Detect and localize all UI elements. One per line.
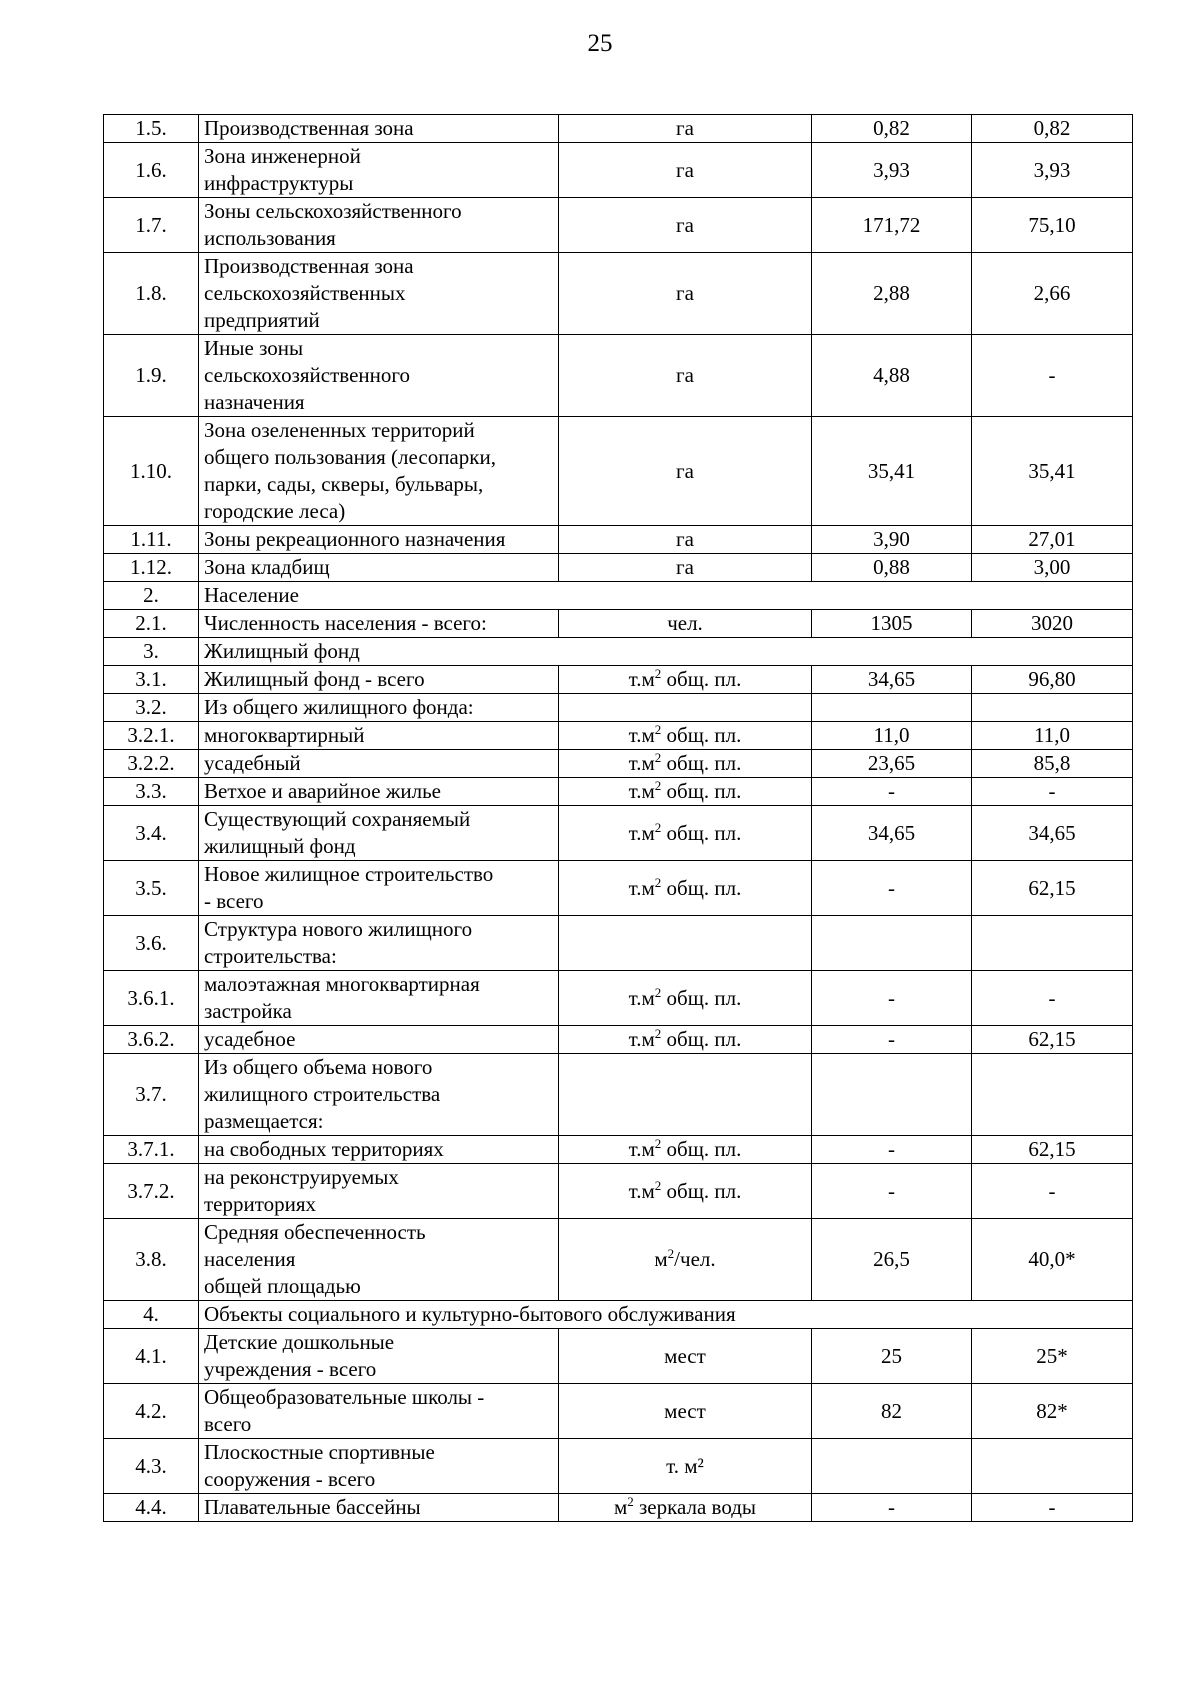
unit: [559, 722, 812, 750]
unit-exponent: 2: [654, 666, 662, 681]
row-number: 3.6.1.: [104, 971, 199, 1026]
unit-suffix: общ. пл.: [661, 1027, 742, 1051]
indicator-name-line: Иные зоны: [204, 336, 304, 360]
indicator-name-line: общей площадью: [204, 1274, 361, 1298]
table-row: [104, 750, 1133, 778]
row-number: 3.1.: [104, 666, 199, 694]
value-projected: 96,80: [972, 666, 1133, 694]
value-projected: -: [972, 335, 1133, 417]
value-existing: [812, 916, 972, 971]
indicator-name-line: Детские дошкольные: [204, 1330, 395, 1354]
table-row: [104, 554, 1133, 582]
unit-suffix: общ. пл.: [661, 1137, 742, 1161]
indicator-name-line: многоквартирный: [204, 723, 365, 747]
unit: [559, 1054, 812, 1136]
indicator-name-line: малоэтажная многоквартирная: [204, 972, 480, 996]
unit-suffix: общ. пл.: [661, 820, 742, 845]
value-existing: [812, 1054, 972, 1136]
value-projected: 82*: [972, 1384, 1133, 1439]
unit-suffix: общ. пл.: [661, 723, 742, 747]
row-number: 3.4.: [104, 806, 199, 861]
indicator-name-line: Существующий сохраняемый: [204, 807, 471, 831]
row-number: 1.7.: [104, 198, 199, 253]
unit: [559, 916, 812, 971]
row-number: 3.2.2.: [104, 750, 199, 778]
indicator-name-line: Производственная зона: [204, 254, 414, 278]
unit-suffix: зеркала воды: [633, 1495, 757, 1519]
unit-base: т.м: [628, 779, 655, 803]
value-projected: 62,15: [972, 1026, 1133, 1054]
unit: [559, 778, 812, 806]
unit: га: [559, 253, 812, 335]
indicator-name-line: Структура нового жилищного: [204, 917, 473, 941]
indicator-name: [199, 1329, 559, 1384]
indicator-name: [199, 1494, 559, 1522]
indicator-name-line: сооружения - всего: [204, 1467, 376, 1491]
row-number: 4.4.: [104, 1494, 199, 1522]
indicator-name: [199, 1219, 559, 1301]
value-existing: 11,0: [812, 722, 972, 750]
value-existing: [812, 694, 972, 722]
indicator-name: [199, 115, 559, 143]
table-body: [104, 115, 1133, 1522]
value-existing: 2,88: [812, 253, 972, 335]
indicator-name: [199, 253, 559, 335]
section-title: Объекты социального и культурно-бытового обслуживания: [199, 1301, 1133, 1329]
unit: мест: [559, 1329, 812, 1384]
table-row: [104, 1164, 1133, 1219]
indicator-name: [199, 778, 559, 806]
section-row: [104, 1301, 1133, 1329]
unit: мест: [559, 1384, 812, 1439]
unit-base: т.м: [628, 820, 655, 845]
row-number: 2.: [104, 582, 199, 610]
value-projected: [972, 694, 1133, 722]
section-title: Жилищный фонд: [199, 638, 1133, 666]
unit-suffix: общ. пл.: [661, 667, 742, 691]
indicator-name-line: Из общего объема нового: [204, 1055, 433, 1079]
row-number: 4.3.: [104, 1439, 199, 1494]
table-row: [104, 1219, 1133, 1301]
unit-base: т.м: [628, 1178, 655, 1203]
unit-base: т.м: [628, 985, 655, 1010]
table-row: [104, 1026, 1133, 1054]
value-existing: 23,65: [812, 750, 972, 778]
unit-exponent: 2: [627, 1494, 634, 1509]
value-projected: 3,93: [972, 143, 1133, 198]
value-existing: 3,90: [812, 526, 972, 554]
unit: [559, 861, 812, 916]
table-row: [104, 971, 1133, 1026]
row-number: 1.5.: [104, 115, 199, 143]
value-projected: 25*: [972, 1329, 1133, 1384]
indicator-name: [199, 1384, 559, 1439]
indicator-name-line: Плоскостные спортивные: [204, 1440, 435, 1464]
table-row: [104, 417, 1133, 526]
unit: га: [559, 198, 812, 253]
indicator-name-line: жилищного строительства: [204, 1082, 441, 1106]
unit: га: [559, 417, 812, 526]
table-row: [104, 666, 1133, 694]
unit-exponent: 2: [654, 1136, 662, 1151]
indicator-name: [199, 1164, 559, 1219]
table-row: [104, 198, 1133, 253]
row-number: 3.6.2.: [104, 1026, 199, 1054]
indicator-name-line: размещается:: [204, 1109, 324, 1133]
indicators-table: [103, 114, 1133, 1522]
value-existing: -: [812, 1026, 972, 1054]
indicator-name-line: территориях: [204, 1192, 317, 1216]
unit-base: т.м: [628, 1027, 655, 1051]
indicator-name-line: на реконструируемых: [204, 1165, 399, 1189]
indicator-name-line: Зона кладбищ: [204, 555, 330, 579]
indicator-name: [199, 1054, 559, 1136]
section-title: Население: [199, 582, 1133, 610]
value-existing: 35,41: [812, 417, 972, 526]
table-row: [104, 335, 1133, 417]
indicator-name: [199, 806, 559, 861]
row-number: 4.1.: [104, 1329, 199, 1384]
unit: [559, 666, 812, 694]
row-number: 3.8.: [104, 1219, 199, 1301]
unit-exponent: 2: [654, 984, 662, 1000]
indicator-name-line: сельскохозяйственного: [204, 363, 410, 387]
table-row: [104, 861, 1133, 916]
indicator-name-line: Зоны сельскохозяйственного: [204, 199, 462, 223]
indicator-name: [199, 526, 559, 554]
unit: т. м²: [559, 1439, 812, 1494]
unit: га: [559, 526, 812, 554]
unit-exponent: 2: [667, 1246, 675, 1261]
unit-base: т.м: [628, 875, 655, 900]
unit-exponent: 2: [654, 1026, 662, 1041]
unit-base: м: [654, 1247, 668, 1271]
indicator-name-line: строительства:: [204, 944, 337, 968]
value-projected: -: [972, 778, 1133, 806]
indicator-name-line: на свободных территориях: [204, 1137, 444, 1161]
table-row: [104, 694, 1133, 722]
unit: га: [559, 115, 812, 143]
unit-base: т.м: [628, 1137, 655, 1161]
value-projected: 2,66: [972, 253, 1133, 335]
row-number: 3.7.2.: [104, 1164, 199, 1219]
indicator-name-line: инфраструктуры: [204, 171, 354, 195]
row-number: 4.2.: [104, 1384, 199, 1439]
indicator-name-line: учреждения - всего: [204, 1357, 377, 1381]
value-projected: [972, 1439, 1133, 1494]
unit-exponent: 2: [654, 819, 662, 835]
value-projected: 40,0*: [972, 1219, 1133, 1301]
value-existing: 25: [812, 1329, 972, 1384]
value-projected: 85,8: [972, 750, 1133, 778]
value-projected: -: [972, 1494, 1133, 1522]
unit-suffix: общ. пл.: [661, 875, 742, 900]
table-row: [104, 1136, 1133, 1164]
indicator-name-line: Плавательные бассейны: [204, 1495, 421, 1519]
value-projected: 3,00: [972, 554, 1133, 582]
unit-base: т.м: [628, 667, 655, 691]
table-row: [104, 916, 1133, 971]
row-number: 1.11.: [104, 526, 199, 554]
value-existing: -: [812, 861, 972, 916]
indicator-name-line: предприятий: [204, 308, 320, 332]
indicator-name-line: жилищный фонд: [204, 834, 356, 858]
table-row: [104, 1054, 1133, 1136]
row-number: 1.10.: [104, 417, 199, 526]
value-existing: 0,88: [812, 554, 972, 582]
row-number: 3.2.: [104, 694, 199, 722]
indicator-name: [199, 417, 559, 526]
indicator-name-line: назначения: [204, 390, 305, 414]
indicator-name: [199, 861, 559, 916]
value-existing: 82: [812, 1384, 972, 1439]
indicator-name-line: сельскохозяйственных: [204, 281, 406, 305]
row-number: 1.12.: [104, 554, 199, 582]
value-projected: 3020: [972, 610, 1133, 638]
indicator-name-line: Общеобразовательные школы -: [204, 1385, 485, 1409]
indicator-name-line: Численность населения - всего:: [204, 611, 487, 635]
value-projected: -: [972, 971, 1133, 1026]
indicator-name-line: Жилищный фонд - всего: [204, 667, 425, 691]
unit: [559, 1136, 812, 1164]
indicator-name-line: усадебное: [204, 1027, 296, 1051]
value-projected: 34,65: [972, 806, 1133, 861]
page-number: 25: [587, 30, 613, 57]
row-number: 3.2.1.: [104, 722, 199, 750]
row-number: 3.6.: [104, 916, 199, 971]
indicator-name-line: всего: [204, 1412, 252, 1436]
unit-base: т.м: [628, 723, 655, 747]
table-row: [104, 253, 1133, 335]
value-projected: 62,15: [972, 861, 1133, 916]
value-existing: 4,88: [812, 335, 972, 417]
indicator-name-line: Новое жилищное строительство: [204, 862, 494, 886]
indicator-name-line: - всего: [204, 889, 264, 913]
indicator-name-line: использования: [204, 226, 336, 250]
indicator-name: [199, 1439, 559, 1494]
value-existing: 171,72: [812, 198, 972, 253]
unit-suffix: общ. пл.: [661, 779, 742, 803]
indicator-name-line: парки, сады, скверы, бульвары,: [204, 472, 484, 496]
indicator-name-line: Зона инженерной: [204, 144, 361, 168]
table-row: [104, 806, 1133, 861]
row-number: 2.1.: [104, 610, 199, 638]
value-projected: [972, 1054, 1133, 1136]
table-row: [104, 722, 1133, 750]
value-existing: -: [812, 1164, 972, 1219]
unit-exponent: 2: [654, 778, 662, 793]
indicator-name: [199, 750, 559, 778]
indicator-name: [199, 610, 559, 638]
table-row: [104, 610, 1133, 638]
unit: [559, 1026, 812, 1054]
row-number: 1.8.: [104, 253, 199, 335]
table-row: [104, 115, 1133, 143]
value-existing: 34,65: [812, 806, 972, 861]
value-projected: -: [972, 1164, 1133, 1219]
section-row: [104, 638, 1133, 666]
value-existing: -: [812, 1494, 972, 1522]
row-number: 4.: [104, 1301, 199, 1329]
row-number: 3.7.1.: [104, 1136, 199, 1164]
indicator-name: [199, 335, 559, 417]
value-projected: 62,15: [972, 1136, 1133, 1164]
indicator-name-line: Ветхое и аварийное жилье: [204, 779, 441, 803]
unit: га: [559, 143, 812, 198]
row-number: 1.6.: [104, 143, 199, 198]
value-projected: 35,41: [972, 417, 1133, 526]
value-existing: [812, 1439, 972, 1494]
unit: га: [559, 335, 812, 417]
value-existing: -: [812, 778, 972, 806]
table-row: [104, 526, 1133, 554]
row-number: 3.5.: [104, 861, 199, 916]
unit-suffix: /чел.: [674, 1247, 716, 1271]
indicator-name: [199, 554, 559, 582]
unit-base: м: [613, 1495, 628, 1519]
indicator-name: [199, 666, 559, 694]
indicator-name: [199, 694, 559, 722]
indicator-name: [199, 1026, 559, 1054]
table-row: [104, 143, 1133, 198]
indicator-name-line: Зоны рекреационного назначения: [204, 527, 506, 551]
indicator-name: [199, 143, 559, 198]
indicator-name-line: городские леса): [204, 499, 346, 523]
indicator-name-line: Средняя обеспеченность: [204, 1220, 426, 1244]
value-existing: 26,5: [812, 1219, 972, 1301]
table-row: [104, 1439, 1133, 1494]
row-number: 3.7.: [104, 1054, 199, 1136]
unit: чел.: [559, 610, 812, 638]
indicator-name-line: населения: [204, 1247, 296, 1271]
unit-exponent: 2: [654, 874, 662, 890]
table-row: [104, 1494, 1133, 1522]
indicator-name: [199, 971, 559, 1026]
unit: га: [559, 554, 812, 582]
unit-suffix: общ. пл.: [661, 751, 742, 775]
value-projected: 11,0: [972, 722, 1133, 750]
unit: [559, 971, 812, 1026]
unit-exponent: 2: [654, 722, 662, 737]
row-number: 3.3.: [104, 778, 199, 806]
value-projected: [972, 916, 1133, 971]
table-row: [104, 778, 1133, 806]
row-number: 1.9.: [104, 335, 199, 417]
unit: [559, 1164, 812, 1219]
unit-suffix: общ. пл.: [661, 985, 742, 1010]
indicator-name-line: Производственная зона: [204, 116, 414, 140]
value-existing: -: [812, 971, 972, 1026]
unit: [559, 1494, 812, 1522]
table-row: [104, 1329, 1133, 1384]
indicator-name-line: Зона озелененных территорий: [204, 418, 475, 442]
value-existing: 1305: [812, 610, 972, 638]
indicator-name-line: усадебный: [204, 751, 301, 775]
section-row: [104, 582, 1133, 610]
unit-base: т.м: [628, 751, 655, 775]
unit: [559, 806, 812, 861]
unit-exponent: 2: [654, 1177, 662, 1193]
indicator-name: [199, 722, 559, 750]
indicator-name-line: застройка: [204, 999, 292, 1023]
value-projected: 27,01: [972, 526, 1133, 554]
value-existing: -: [812, 1136, 972, 1164]
value-projected: 75,10: [972, 198, 1133, 253]
table-row: [104, 1384, 1133, 1439]
row-number: 3.: [104, 638, 199, 666]
indicator-name-line: Из общего жилищного фонда:: [204, 695, 474, 719]
unit-exponent: 2: [654, 750, 662, 765]
unit: [559, 750, 812, 778]
indicator-name: [199, 198, 559, 253]
indicator-name: [199, 1136, 559, 1164]
unit: [559, 1219, 812, 1301]
value-existing: 0,82: [812, 115, 972, 143]
indicator-name: [199, 916, 559, 971]
unit-suffix: общ. пл.: [661, 1178, 742, 1203]
indicator-name-line: общего пользования (лесопарки,: [204, 445, 496, 469]
value-existing: 3,93: [812, 143, 972, 198]
value-projected: 0,82: [972, 115, 1133, 143]
value-existing: 34,65: [812, 666, 972, 694]
unit: [559, 694, 812, 722]
